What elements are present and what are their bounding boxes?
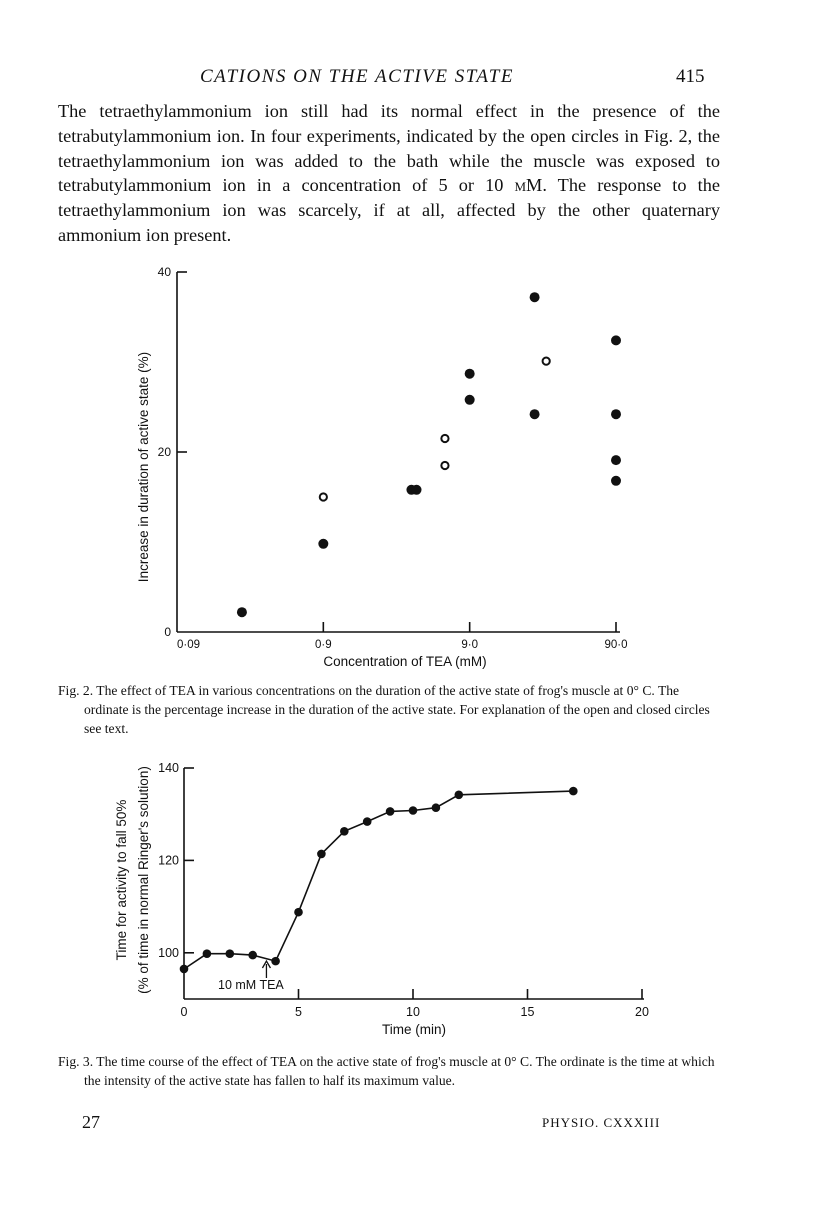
fig2-y-tick-label: 20 <box>157 445 171 459</box>
fig2-x-tick-label: 0·09 <box>177 639 201 651</box>
closed-circle-point <box>611 409 621 419</box>
open-circle-point <box>543 358 550 365</box>
open-circle-point <box>441 435 448 442</box>
open-circle-point <box>441 462 448 469</box>
fig2-y-tick-label: 40 <box>157 265 171 279</box>
fig3-x-tick-label: 5 <box>295 1005 302 1019</box>
fig3-x-axis-label: Time (min) <box>382 1022 446 1037</box>
body-text-part1: The tetraethylammonium ion still had its normal effect in the presence of the tetrabutylammonium ion. In four experiments, indicated by the open circles in Fig. 2, the tetraethylammonium ion was added to the bath while the muscle was exposed to tetrabutylammonium ion in a concentration of 5 or 10 <box>58 101 720 196</box>
fig3-y-axis-label-2: (% of time in normal Ringer's solution) <box>136 766 151 994</box>
fig2-y-tick-label: 0 <box>164 625 171 639</box>
fig3-point <box>340 827 349 836</box>
closed-circle-point <box>237 607 247 617</box>
fig3-point <box>409 806 418 815</box>
fig3-point <box>455 790 464 799</box>
figure-3-line <box>0 755 816 1045</box>
figure-2-scatter <box>0 255 816 675</box>
fig2-axes <box>177 272 620 632</box>
fig3-point <box>386 807 395 816</box>
fig3-point <box>569 787 578 796</box>
fig2-x-tick-label: 9·0 <box>461 639 478 651</box>
closed-circle-point <box>611 455 621 465</box>
fig3-x-tick-label: 15 <box>520 1005 535 1019</box>
fig3-x-tick-label: 10 <box>406 1005 420 1019</box>
fig3-y-axis-label: Time for activity to fall 50% <box>114 799 129 961</box>
fig3-y-tick-label: 100 <box>158 945 179 960</box>
fig3-point <box>294 908 303 917</box>
closed-circle-point <box>318 539 328 549</box>
closed-circle-point <box>465 395 475 405</box>
fig3-point <box>271 957 280 966</box>
unit-mm: mM <box>514 175 543 196</box>
fig3-point <box>317 850 326 859</box>
fig3-point <box>432 803 441 812</box>
closed-circle-point <box>465 369 475 379</box>
fig3-point <box>248 951 257 960</box>
fig3-point <box>180 965 189 974</box>
body-text-part2: . The response to the tetraethylammonium ion was scarcely, if at all, affected by the other quaternary ammonium ion present. <box>58 175 720 245</box>
fig3-x-tick-label: 0 <box>180 1005 188 1019</box>
fig3-point <box>226 949 235 958</box>
fig2-caption-text: Fig. 2. The effect of TEA in various concentrations on the duration of the active state of frog's muscle at 0° C. The ordinate is the percentage increase in the duration of the active state. For explanation of the open and closed circles see text. <box>58 683 710 736</box>
fig3-y-tick-label: 120 <box>158 853 179 868</box>
fig2-x-tick-label: 90·0 <box>604 639 628 651</box>
fig2-y-axis-label: Increase in duration of active state (%) <box>136 351 151 583</box>
fig2-x-axis-label: Concentration of TEA (mM) <box>323 654 487 669</box>
fig3-axes <box>184 768 644 999</box>
fig3-x-tick-label: 20 <box>635 1005 649 1019</box>
signature-mark: 27 <box>82 1112 100 1132</box>
closed-circle-point <box>530 409 540 419</box>
fig3-caption-text: Fig. 3. The time course of the effect of TEA on the active state of frog's muscle at 0° C. The ordinate is the time at which the intensity of the active state has fallen to half its maximum value. <box>58 1054 715 1088</box>
closed-circle-point <box>611 335 621 345</box>
fig3-point <box>203 949 212 958</box>
running-title: CATIONS ON THE ACTIVE STATE <box>200 66 514 87</box>
open-circle-point <box>320 493 327 500</box>
closed-circle-point <box>611 476 621 486</box>
body-paragraph <box>58 99 720 248</box>
fig2-x-tick-label: 0·9 <box>315 639 332 651</box>
annotation-label: 10 mM TEA <box>218 978 284 992</box>
fig3-point <box>363 817 372 826</box>
closed-circle-point <box>530 292 540 302</box>
figure-3-caption <box>58 1052 720 1090</box>
fig3-y-tick-label: 140 <box>158 761 179 775</box>
journal-name: PHYSIO. CXXXIII <box>542 1115 661 1130</box>
figure-2-caption <box>58 681 720 738</box>
closed-circle-point <box>412 485 422 495</box>
page-number: 415 <box>676 66 705 87</box>
fig3-series-line <box>184 791 573 969</box>
